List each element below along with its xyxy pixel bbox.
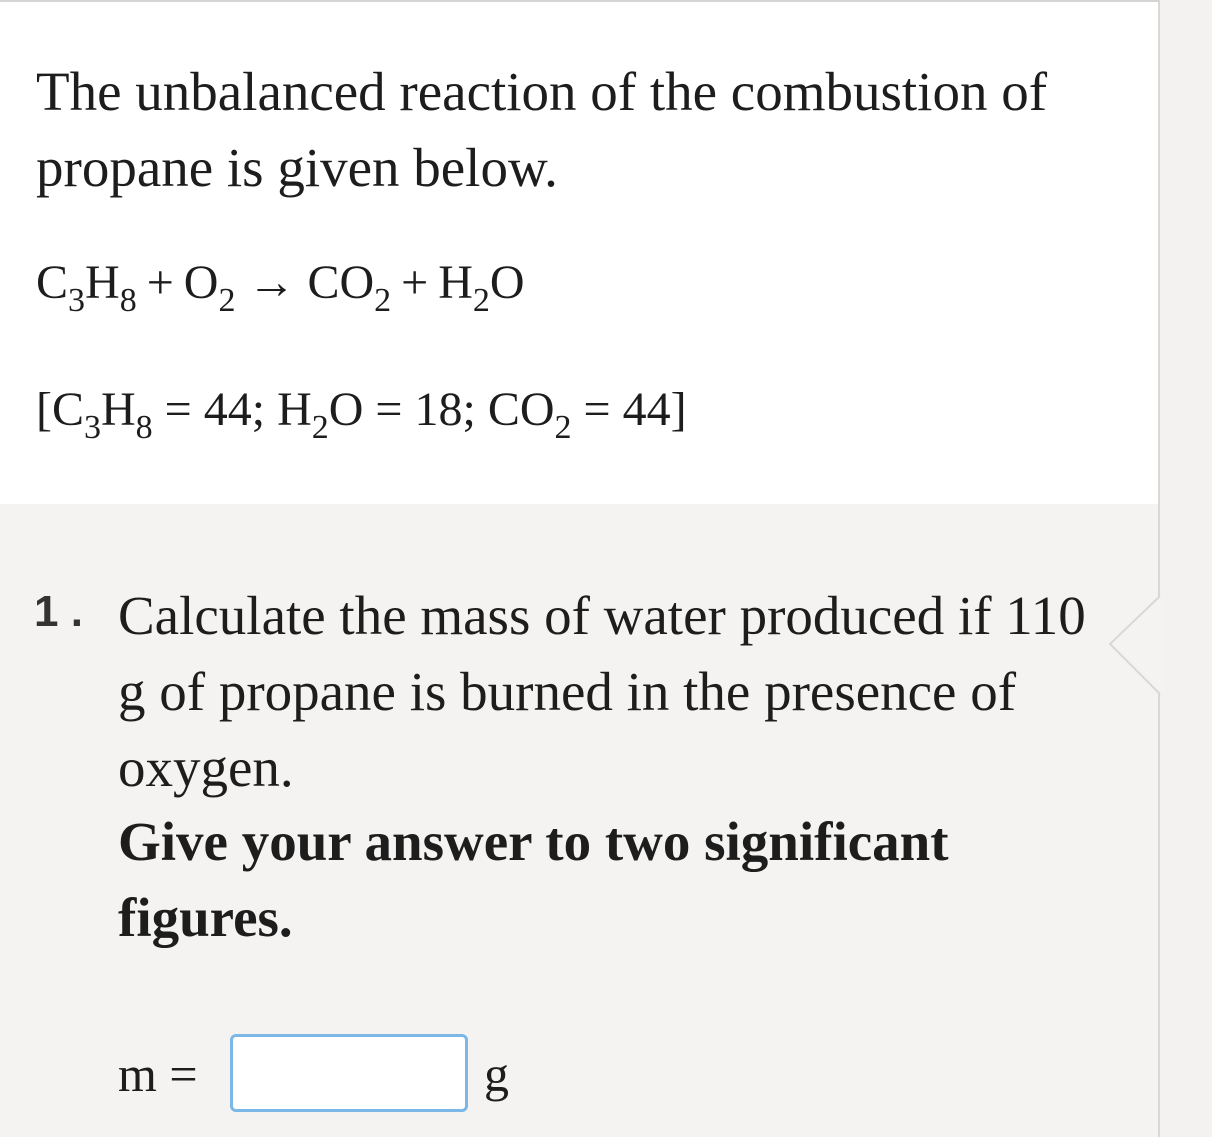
reactant-oxygen: $O_2$: [183, 256, 236, 319]
plus-sign: +: [146, 256, 174, 309]
reaction-equation: [36, 253, 525, 319]
plus-sign: +: [401, 256, 429, 309]
answer-unit-label: g: [484, 1046, 509, 1102]
mass-answer-input[interactable]: [230, 1034, 468, 1112]
answer-variable-label: m =: [118, 1046, 198, 1102]
molar-mass-carbon-dioxide: $CO_2 = 44$: [487, 383, 671, 446]
molar-mass-water: $H_2O = 18$;: [277, 383, 488, 446]
rail-notch-pointer: [1104, 596, 1164, 696]
molar-mass-propane: $C_3H_8 = 44$;: [51, 383, 278, 446]
question-number: 1 .: [34, 587, 83, 636]
product-water: $H_2O$: [438, 256, 525, 319]
stem-intro-text: The unbalanced reaction of the combustion of propane is given below.: [36, 61, 1048, 198]
answer-instruction: Give your answer to two significant figures.: [118, 811, 949, 948]
reactant-propane: $C_3H_8$: [36, 256, 137, 319]
molar-mass-list: [$C_3H_8 = 44$; $H_2O = 18$; $CO_2 = 44$]: [36, 383, 687, 446]
reaction-arrow: →: [247, 256, 296, 309]
right-side-rail: [1158, 0, 1212, 1137]
product-carbon-dioxide: $CO_2$: [307, 256, 392, 319]
question-text: Calculate the mass of water produced if 110 g of propane is burned in the presence of oxygen.: [118, 585, 1086, 798]
